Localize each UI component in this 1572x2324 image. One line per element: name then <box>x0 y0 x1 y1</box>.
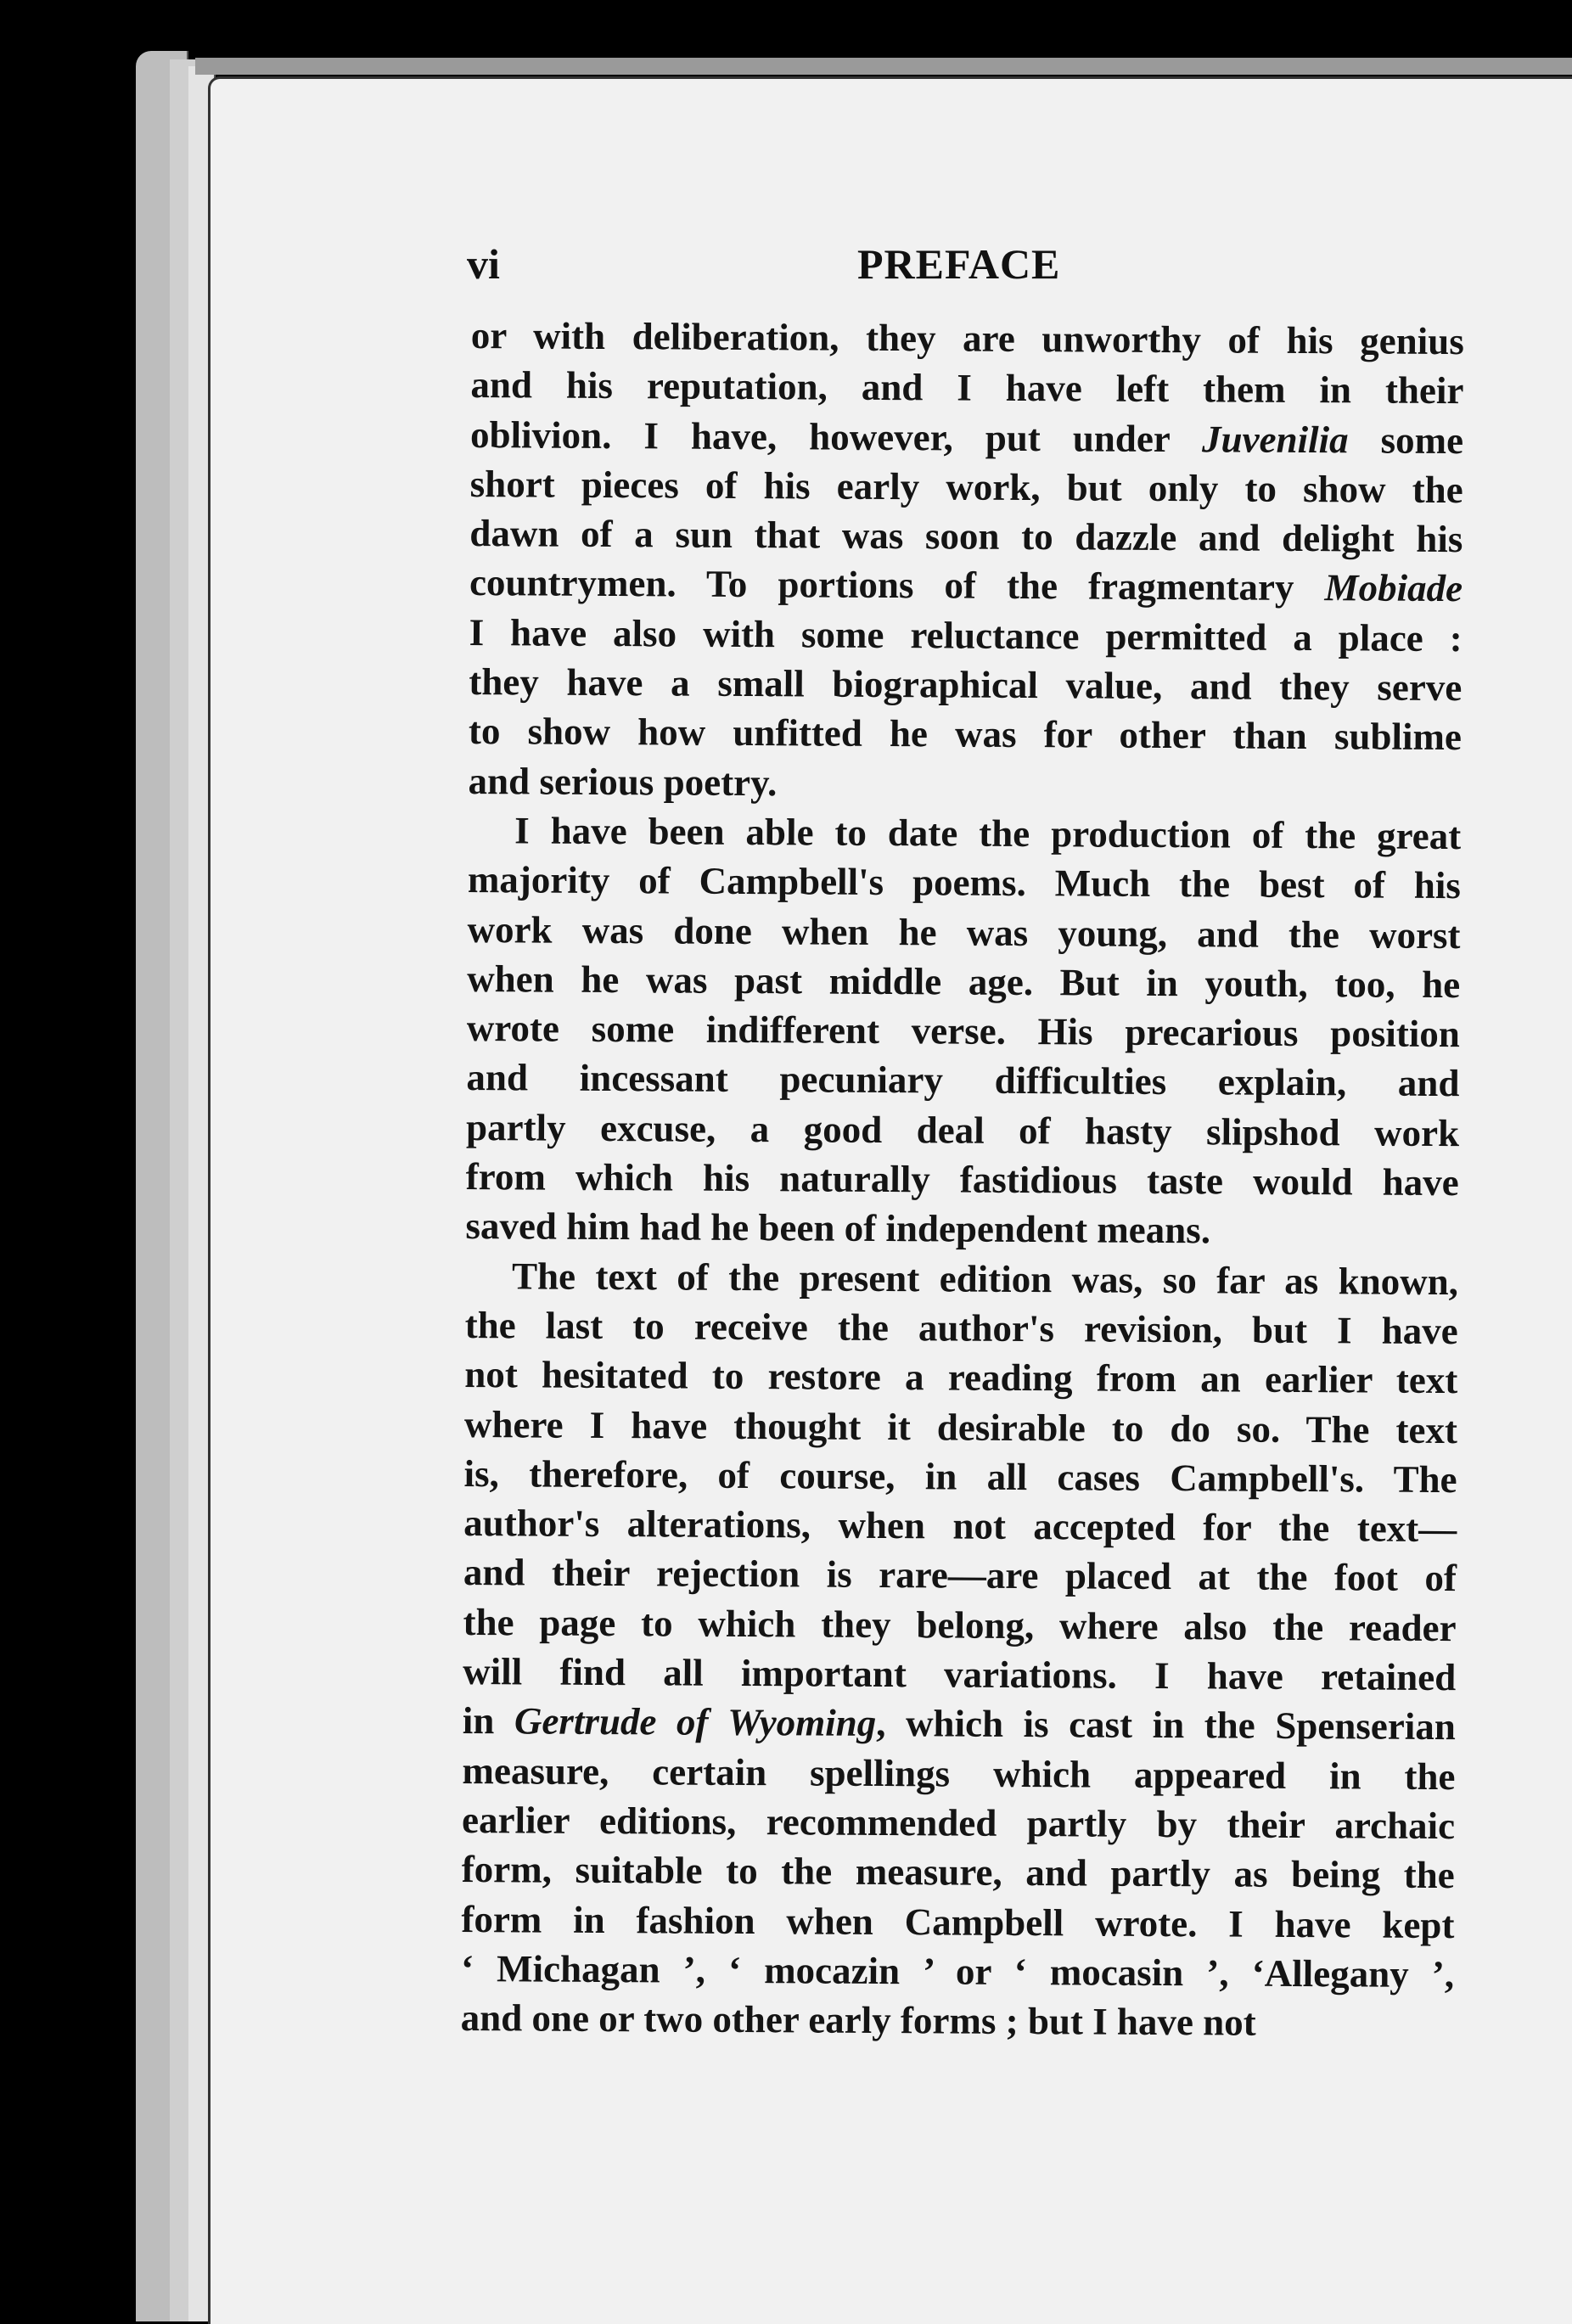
text-segment: will find all important variations. I have retained <box>463 1649 1457 1699</box>
text-segment: ‘ Michagan ’, ‘ mocazin ’ or ‘ mocasin ’, ‘Allegany ’, <box>460 1946 1455 1996</box>
book-top-edge <box>195 58 1572 75</box>
page-header <box>467 239 1460 290</box>
text-line <box>462 1844 1455 1900</box>
text-segment: earlier editions, recommended partly by their archaic <box>461 1798 1456 1848</box>
text-segment: some <box>1348 418 1464 462</box>
text-line <box>461 1944 1454 1999</box>
text-segment: The text of the present edition was, so far as known, <box>511 1254 1459 1303</box>
text-line <box>467 1003 1460 1058</box>
text-line <box>471 311 1464 366</box>
text-line <box>466 1053 1459 1108</box>
text-line <box>464 1400 1457 1455</box>
text-segment: or with deliberation, they are unworthy of his genius <box>470 313 1464 363</box>
text-line <box>463 1696 1456 1751</box>
page-number: vi <box>467 240 500 288</box>
text-line <box>469 706 1462 761</box>
text-line <box>462 1746 1455 1801</box>
text-segment: not hesitated to restore a reading from an earlier text <box>464 1353 1458 1402</box>
text-segment: , which is cast in the Spenserian <box>876 1702 1456 1749</box>
text-segment: from which his naturally fastidious taste would have <box>465 1155 1459 1204</box>
preface-body <box>461 311 1464 2048</box>
text-line <box>468 756 1461 811</box>
text-line <box>464 1350 1457 1405</box>
text-segment: they have a small biographical value, and they serve <box>469 660 1463 710</box>
text-line <box>463 1498 1457 1553</box>
text-line <box>465 1201 1458 1256</box>
text-segment: and one or two other early forms ; but I have not <box>460 1996 1256 2044</box>
text-segment: the page to which they belong, where also the reader <box>463 1600 1457 1649</box>
text-segment: and incessant pecuniary difficulties explain, and <box>466 1056 1460 1105</box>
text-line <box>467 905 1460 960</box>
text-segment: author's alterations, when not accepted for the text— <box>463 1502 1457 1551</box>
text-line <box>465 1300 1458 1356</box>
text-line <box>466 1152 1459 1207</box>
text-segment: dawn of a sun that was soon to dazzle and delight his <box>469 512 1463 561</box>
text-segment: and their rejection is rare—are placed at the foot of <box>463 1551 1457 1600</box>
text-segment: oblivion. I have, however, put under <box>469 413 1203 460</box>
text-segment: work was done when he was young, and the worst <box>467 907 1461 957</box>
running-head: PREFACE <box>857 240 1061 288</box>
text-line <box>469 508 1463 564</box>
italic-title: Gertrude of Wyoming <box>514 1699 877 1745</box>
text-segment: and his reputation, and I have left them in their <box>470 363 1464 413</box>
text-segment: form, suitable to the measure, and partly as being the <box>461 1848 1455 1897</box>
text-segment: wrote some indifferent verse. His precarious position <box>466 1007 1460 1056</box>
paragraph <box>468 311 1464 811</box>
text-segment: majority of Campbell's poems. Much the best of his <box>467 858 1462 907</box>
text-segment: measure, certain spellings which appeared in the <box>462 1749 1456 1798</box>
text-line <box>468 855 1461 910</box>
text-segment: the last to receive the author's revision, but I have <box>464 1303 1458 1353</box>
text-segment: I have also with some reluctance permitted a place : <box>469 610 1463 660</box>
text-line <box>462 1795 1455 1850</box>
text-line <box>468 806 1461 861</box>
text-segment: partly excuse, a good deal of hasty slipshod work <box>465 1105 1460 1154</box>
text-line <box>463 1597 1456 1653</box>
text-line <box>461 1993 1454 2048</box>
text-segment: and serious poetry. <box>468 759 778 804</box>
text-line <box>470 410 1463 465</box>
text-segment: where I have thought it desirable to do so. The text <box>463 1402 1458 1451</box>
text-segment: countrymen. To portions of the fragmentary <box>469 561 1325 609</box>
text-line <box>463 1449 1457 1504</box>
text-line <box>463 1647 1456 1702</box>
text-segment: form in fashion when Campbell wrote. I have kept <box>461 1897 1455 1946</box>
text-segment: saved him had he been of independent means. <box>465 1204 1211 1252</box>
italic-title: Juvenilia <box>1201 417 1349 461</box>
text-line <box>469 558 1463 613</box>
text-segment: is, therefore, of course, in all cases Campbell's. The <box>463 1451 1457 1501</box>
text-segment: short pieces of his early work, but only to show the <box>469 462 1463 512</box>
text-line <box>466 1103 1459 1158</box>
text-segment: in <box>462 1699 515 1743</box>
text-line <box>470 459 1463 514</box>
text-line <box>467 954 1460 1009</box>
paragraph <box>461 1251 1459 2049</box>
text-line <box>470 360 1463 415</box>
text-line <box>469 608 1463 663</box>
italic-title: Mobiade <box>1324 566 1463 610</box>
text-line <box>461 1894 1454 1949</box>
text-segment: when he was past middle age. But in youth, too, he <box>467 957 1461 1006</box>
text-line <box>463 1547 1457 1603</box>
text-segment: to show how unfitted he was for other than sublime <box>468 710 1463 759</box>
paragraph <box>465 806 1461 1257</box>
text-segment: I have been able to date the production of the great <box>514 809 1462 858</box>
text-line <box>469 657 1462 712</box>
text-line <box>465 1251 1458 1306</box>
